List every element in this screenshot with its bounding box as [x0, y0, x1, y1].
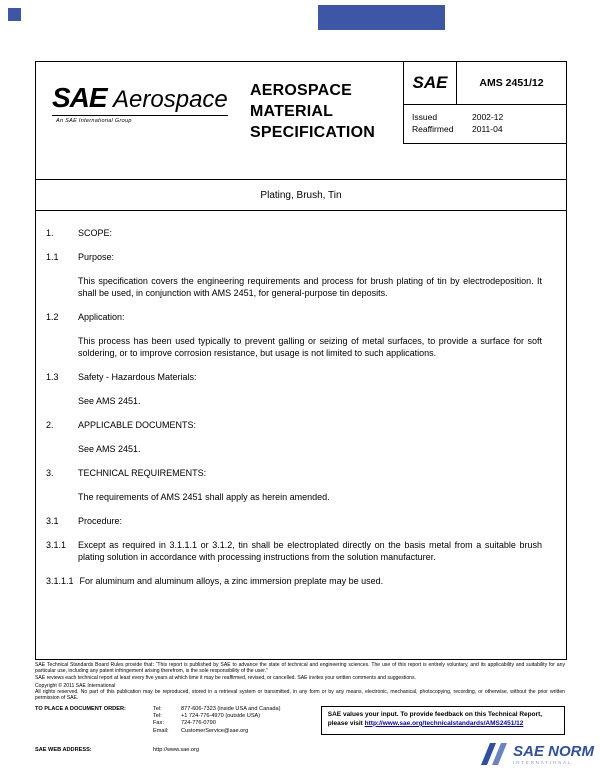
contact-type: Email:	[153, 727, 169, 734]
logo-text	[52, 82, 228, 116]
section-heading	[46, 467, 542, 479]
body-paragraph	[46, 491, 542, 503]
rights-notice: All rights reserved. No part of this publication may be reproduced, stored in a retrieval system or transmitted, in any form or by any means, electronic, mechanical, photocopying, recording, or otherwise, without the prior written permission of SAE.	[35, 689, 565, 702]
section-number: 1.3	[46, 372, 59, 382]
section-heading	[46, 251, 542, 263]
doc-type-line: MATERIAL	[250, 103, 334, 120]
contact-row	[153, 720, 321, 727]
reaffirmed-row	[412, 123, 558, 135]
feedback-url-link[interactable]: http://www.sae.org/technicalstandards/AMS2451/12	[364, 719, 524, 727]
body-paragraph	[46, 443, 542, 455]
contact-value: 877-606-7323 (inside USA and Canada)	[181, 706, 281, 712]
web-address-label: SAE WEB ADDRESS:	[35, 746, 92, 753]
top-watermark-bar	[318, 5, 445, 30]
corner-watermark-icon	[8, 8, 21, 21]
reaffirmed-date: 2011-04	[472, 124, 503, 134]
section-heading	[46, 311, 542, 323]
contact-type: Fax:	[153, 720, 164, 727]
order-row	[35, 706, 321, 735]
paragraph-text: This specification covers the engineering requirements and process for brush plating of tin by electrodeposition. It shall be used, in conjunction with AMS 2451, for general-purpose tin deposits.	[78, 276, 542, 298]
section-text: Procedure:	[78, 516, 123, 526]
revision-dates	[404, 105, 566, 143]
section-text: Application:	[78, 312, 125, 322]
doc-type-line: SPECIFICATION	[250, 124, 375, 141]
specification-title-bar	[36, 180, 566, 211]
contact-value: 724-776-0790	[181, 720, 216, 727]
specification-title: Plating, Brush, Tin	[260, 189, 342, 201]
paragraph-text: The requirements of AMS 2451 shall apply as herein amended.	[78, 492, 330, 502]
sae-brand-icon: SAE	[404, 62, 457, 104]
section-number	[46, 395, 78, 407]
section-text: Safety - Hazardous Materials:	[78, 372, 197, 382]
contact-value: +1 724-776-4970 (outside USA)	[181, 713, 261, 720]
document-body	[36, 211, 566, 659]
order-info	[35, 706, 321, 754]
section-number	[46, 335, 78, 359]
section-heading	[46, 515, 542, 527]
section-heading	[46, 227, 542, 239]
section-number: 2.	[46, 420, 54, 430]
section-number: 1.1	[46, 252, 59, 262]
reaffirmed-label: Reaffirmed	[412, 124, 454, 134]
section-number	[46, 491, 78, 503]
issued-row	[412, 111, 558, 123]
contact-row	[153, 713, 321, 720]
paragraph-text: See AMS 2451.	[78, 444, 141, 454]
feedback-text: SAE values your input. To provide feedback on this Technical Report, please visit	[327, 711, 543, 727]
sae-web-url[interactable]: http://www.sae.org	[153, 746, 200, 753]
sae-norm-logo-icon	[480, 743, 510, 765]
sae-norm-watermark	[480, 743, 594, 765]
section-heading	[46, 371, 542, 383]
section-number: 1.2	[46, 312, 59, 322]
document-type-title	[250, 80, 375, 143]
norm-brand-block	[513, 744, 594, 765]
body-paragraph	[46, 395, 542, 407]
section-number: 3.	[46, 468, 54, 478]
web-address-row	[35, 747, 321, 754]
issued-label: Issued	[412, 112, 438, 122]
section-text: Purpose:	[78, 252, 115, 262]
section-text: TECHNICAL REQUIREMENTS:	[78, 468, 207, 478]
section-number: 1.	[46, 228, 54, 238]
document-number-box	[403, 62, 566, 144]
section-heading	[46, 419, 542, 431]
logo-tagline: An SAE International Group	[56, 118, 132, 124]
section-number: 3.1	[46, 516, 59, 526]
section-number	[46, 275, 78, 299]
document-number: AMS 2451/12	[479, 77, 544, 89]
body-paragraph	[46, 575, 542, 587]
fine-print	[35, 662, 565, 702]
doc-number-row	[404, 62, 566, 105]
norm-brand-text: SAE NORM	[513, 742, 594, 760]
customer-service-email[interactable]: CustomerService@sae.org	[181, 727, 249, 734]
document-border-box	[35, 61, 567, 660]
section-text: APPLICABLE DOCUMENTS:	[78, 420, 197, 430]
section-number	[46, 443, 78, 455]
issued-date: 2002-12	[472, 112, 504, 122]
aerospace-logo-text: Aerospace	[113, 86, 228, 113]
feedback-box	[321, 706, 565, 735]
sae-aerospace-logo	[52, 82, 228, 124]
body-paragraph	[46, 275, 542, 299]
contact-row	[153, 706, 321, 713]
body-paragraph	[46, 539, 542, 563]
contact-type: Tel:	[153, 713, 162, 720]
section-number: 3.1.1.1	[46, 576, 74, 586]
section-number: 3.1.1	[46, 540, 67, 550]
norm-brand-subtext: INTERNATIONAL	[513, 759, 573, 765]
paragraph-text: Except as required in 3.1.1.1 or 3.1.2, tin shall be electroplated directly on the basis metal from a suitable brush plating solution in accordance with processing instructions from the solution manufacturer.	[78, 540, 542, 562]
contact-row	[153, 728, 321, 735]
contact-type: Tel:	[153, 706, 162, 712]
sae-logo-text: SAE	[52, 82, 107, 113]
copyright-notice: Copyright © 2011 SAE International	[35, 682, 116, 689]
order-label: TO PLACE A DOCUMENT ORDER:	[35, 706, 126, 712]
paragraph-text: See AMS 2451.	[78, 396, 141, 406]
body-paragraph	[46, 335, 542, 359]
standards-board-rules: SAE Technical Standards Board Rules provide that: “This report is published by SAE to advance the state of technical and engineering sciences. The use of this report is entirely voluntary, and its applicability and suitability for any particular use, including any patent infringement arising therefrom, is the sole responsibility of the user.”	[35, 662, 565, 675]
paragraph-text: This process has been used typically to prevent galling or seizing of metal surfaces, to provide a surface for soft soldering, or to improve corrosion resistance, but usage is not limited to such applications.	[78, 336, 542, 358]
review-notice: SAE reviews each technical report at least every five years at which time it may be reaffirmed, revised, or cancelled. SAE invites your written comments and suggestions.	[35, 674, 416, 681]
doc-type-line: AEROSPACE	[250, 82, 352, 99]
contact-list	[153, 706, 321, 735]
document-header	[36, 62, 566, 180]
section-text: SCOPE:	[78, 228, 113, 238]
paragraph-text: For aluminum and aluminum alloys, a zinc immersion preplate may be used.	[79, 576, 384, 586]
